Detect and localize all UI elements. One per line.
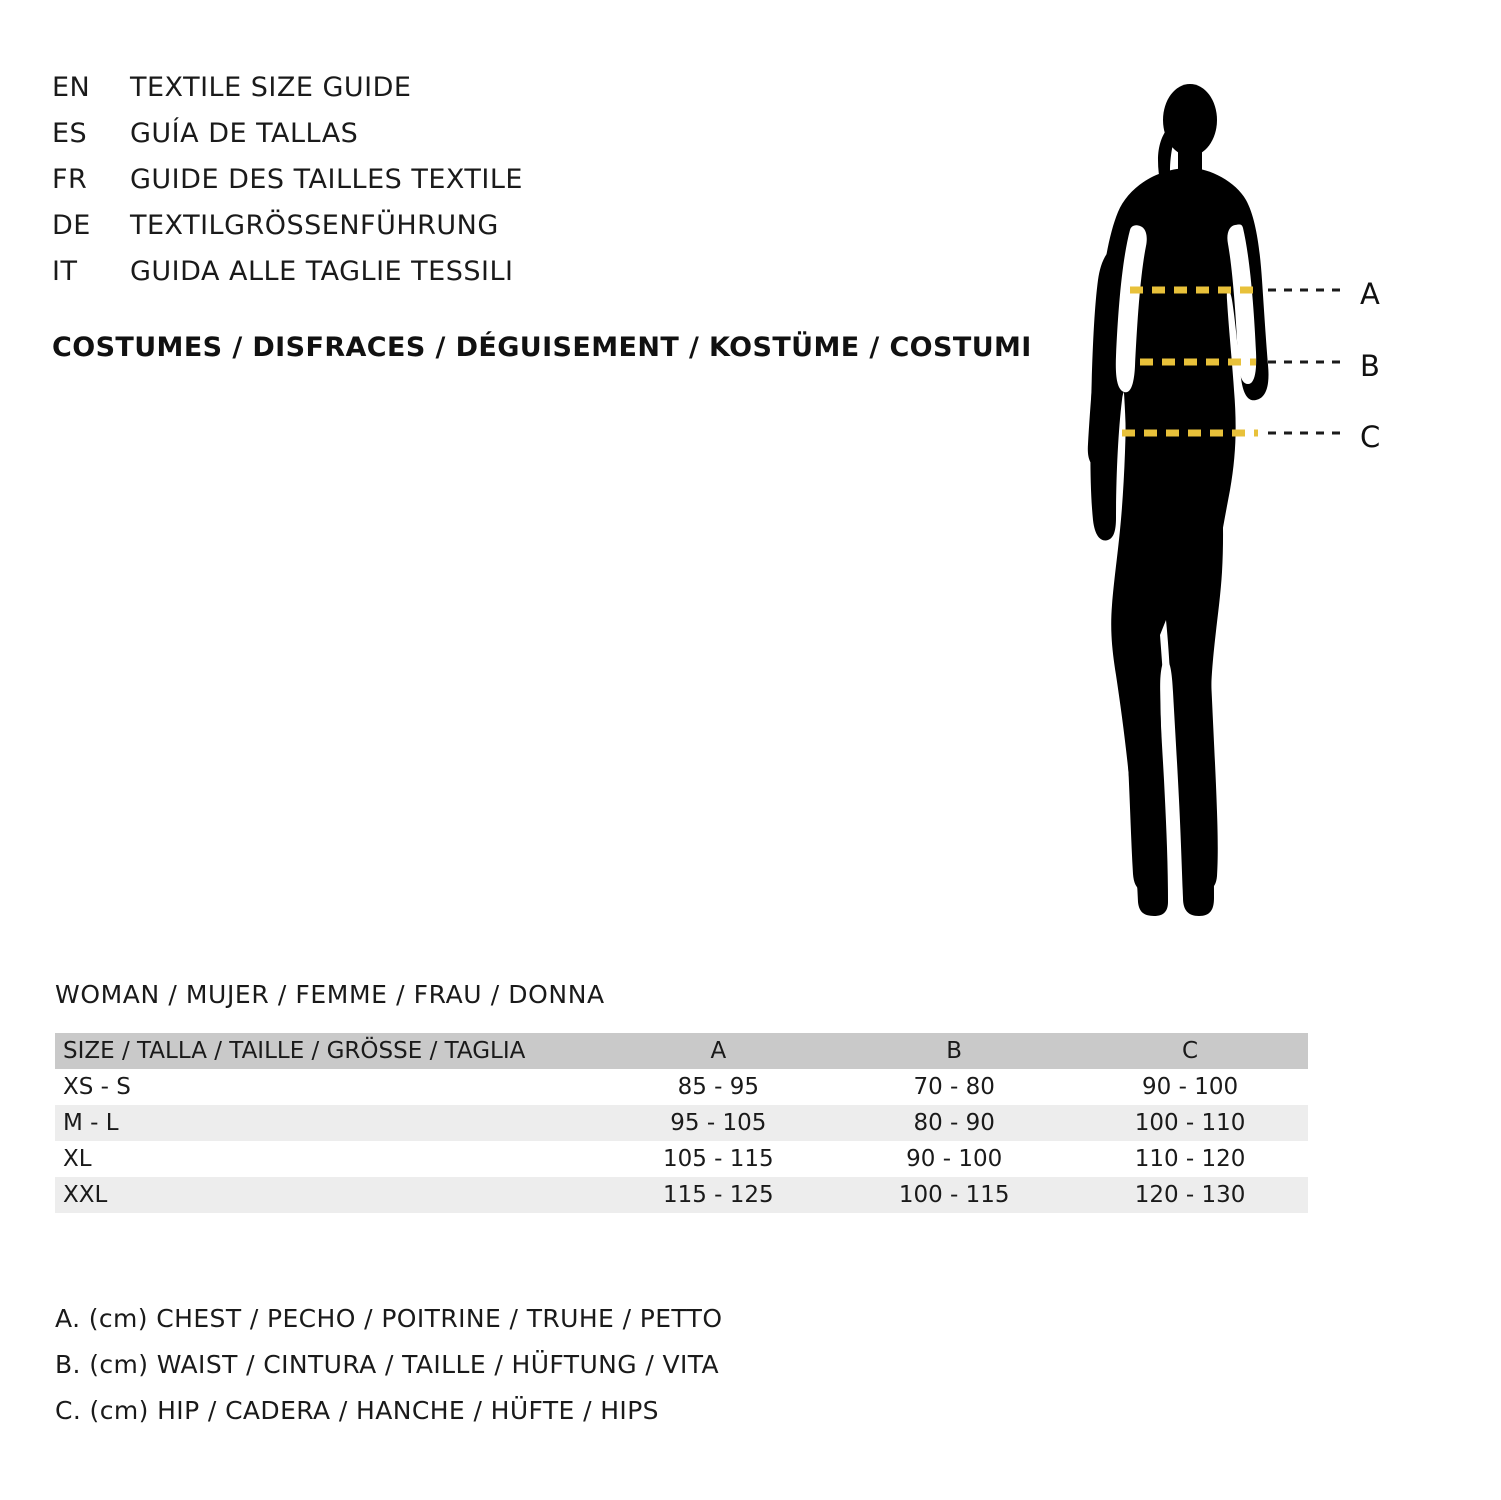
- size-table: [55, 1033, 1308, 1213]
- language-row-en: [52, 72, 1032, 118]
- body-measurement-figure: [1060, 60, 1460, 940]
- language-row-es: [52, 118, 1032, 164]
- cell-b: 80 - 90: [913, 1110, 995, 1136]
- legend-hip: C. (cm) HIP / CADERA / HANCHE / HÜFTE / HIPS: [55, 1396, 659, 1425]
- legend-waist: B. (cm) WAIST / CINTURA / TAILLE / HÜFTUNG / VITA: [55, 1350, 720, 1379]
- cell-a: 95 - 105: [670, 1110, 767, 1136]
- language-row-fr: [52, 164, 1032, 210]
- language-code-it: IT: [52, 256, 78, 287]
- column-header-a: A: [710, 1038, 727, 1064]
- table-row: [55, 1069, 1308, 1105]
- column-header-c: C: [1182, 1038, 1199, 1064]
- cell-c: 110 - 120: [1134, 1146, 1246, 1172]
- measure-label-c: C: [1360, 420, 1381, 454]
- cell-c: 90 - 100: [1142, 1074, 1239, 1100]
- cell-b: 100 - 115: [898, 1182, 1010, 1208]
- cell-size: M - L: [63, 1110, 119, 1136]
- costumes-subtitle: COSTUMES / DISFRACES / DÉGUISEMENT / KOSTÜME / COSTUMI: [52, 332, 1032, 363]
- cell-b: 90 - 100: [906, 1146, 1003, 1172]
- cell-c: 100 - 110: [1134, 1110, 1246, 1136]
- language-code-es: ES: [52, 118, 88, 149]
- legend-chest: A. (cm) CHEST / PECHO / POITRINE / TRUHE / PETTO: [55, 1304, 723, 1333]
- language-text-de: TEXTILGRÖSSENFÜHRUNG: [130, 210, 499, 241]
- language-text-en: TEXTILE SIZE GUIDE: [130, 72, 412, 103]
- table-header-row: [55, 1033, 1308, 1069]
- measure-label-a: A: [1360, 277, 1380, 311]
- language-code-de: DE: [52, 210, 91, 241]
- cell-c: 120 - 130: [1134, 1182, 1246, 1208]
- language-code-en: EN: [52, 72, 91, 103]
- cell-size: XXL: [63, 1182, 108, 1208]
- table-row: [55, 1177, 1308, 1213]
- language-list: [52, 72, 1032, 302]
- cell-size: XL: [63, 1146, 92, 1172]
- cell-a: 85 - 95: [677, 1074, 760, 1100]
- column-header-size: SIZE / TALLA / TAILLE / GRÖSSE / TAGLIA: [63, 1038, 526, 1064]
- language-text-es: GUÍA DE TALLAS: [130, 118, 359, 149]
- table-row: [55, 1105, 1308, 1141]
- measure-label-b: B: [1360, 349, 1380, 383]
- language-text-fr: GUIDE DES TAILLES TEXTILE: [130, 164, 523, 195]
- language-code-fr: FR: [52, 164, 88, 195]
- table-section-title: WOMAN / MUJER / FEMME / FRAU / DONNA: [55, 980, 605, 1009]
- cell-a: 105 - 115: [662, 1146, 774, 1172]
- cell-size: XS - S: [63, 1074, 131, 1100]
- language-row-de: [52, 210, 1032, 256]
- measurement-legend: [55, 1296, 1155, 1434]
- language-text-it: GUIDA ALLE TAGLIE TESSILI: [130, 256, 514, 287]
- column-header-b: B: [946, 1038, 963, 1064]
- language-row-it: [52, 256, 1032, 302]
- woman-silhouette-icon: [1060, 60, 1460, 940]
- cell-b: 70 - 80: [913, 1074, 995, 1100]
- cell-a: 115 - 125: [662, 1182, 774, 1208]
- table-row: [55, 1141, 1308, 1177]
